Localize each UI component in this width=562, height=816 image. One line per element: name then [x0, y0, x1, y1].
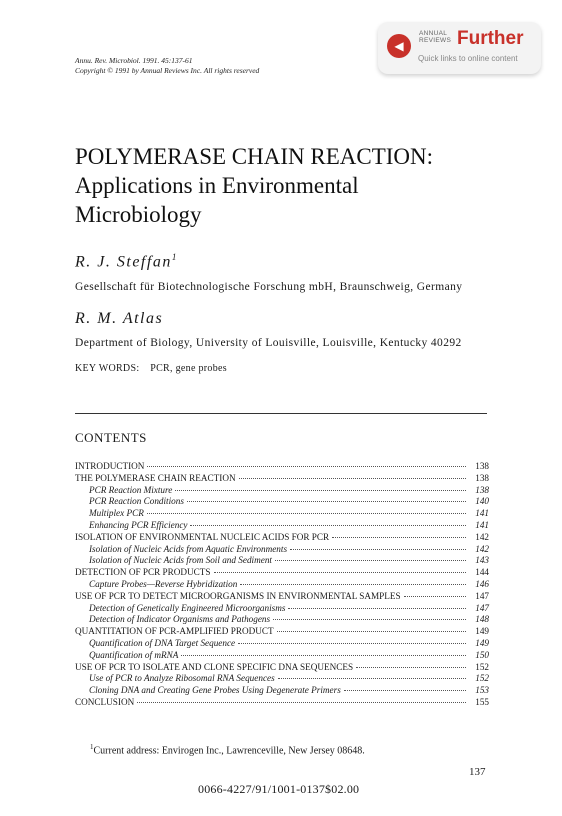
toc-leader-dots	[344, 689, 466, 691]
author-2-affiliation: Department of Biology, University of Louisville, Louisville, Kentucky 40292	[75, 337, 462, 349]
toc-entry-page: 146	[475, 578, 489, 589]
title-line-2: Applications in Environmental	[75, 173, 359, 198]
toc-entry-title: ISOLATION OF ENVIRONMENTAL NUCLEIC ACIDS FOR PCR	[75, 531, 330, 542]
toc-entry-title: Enhancing PCR Efficiency	[89, 519, 188, 530]
toc-entry-page: 138	[475, 484, 489, 495]
contents-heading: CONTENTS	[75, 430, 147, 445]
toc-entry[interactable]	[75, 626, 489, 638]
table-of-contents	[75, 461, 489, 709]
toc-entry-page: 138	[475, 472, 489, 483]
toc-entry-title: PCR Reaction Mixture	[89, 484, 173, 495]
keywords-value: PCR, gene probes	[150, 363, 227, 374]
title-line-1: POLYMERASE CHAIN REACTION:	[75, 144, 434, 169]
toc-entry-title: Quantification of mRNA	[89, 649, 179, 660]
toc-entry[interactable]	[75, 532, 489, 544]
toc-entry-page: 150	[475, 649, 489, 660]
toc-subentry[interactable]	[75, 685, 489, 697]
journal-line-2: Copyright © 1991 by Annual Reviews Inc. All rights reserved	[75, 66, 260, 75]
toc-subentry[interactable]	[75, 496, 489, 508]
toc-entry-title: Capture Probes—Reverse Hybridization	[89, 578, 238, 589]
keywords-label: KEY WORDS:	[75, 363, 140, 374]
toc-entry-page: 141	[475, 519, 489, 530]
toc-entry-title: USE OF PCR TO ISOLATE AND CLONE SPECIFIC DNA SEQUENCES	[75, 661, 354, 672]
toc-leader-dots	[332, 536, 466, 538]
toc-entry-page: 152	[475, 661, 489, 672]
article-title	[75, 142, 433, 229]
toc-leader-dots	[214, 571, 466, 573]
keywords	[75, 363, 227, 374]
toc-entry[interactable]	[75, 591, 489, 603]
toc-leader-dots	[404, 595, 466, 597]
banner-further-label: Further	[457, 28, 524, 49]
toc-entry-page: 147	[475, 602, 489, 613]
toc-leader-dots	[290, 548, 466, 550]
toc-subentry[interactable]	[75, 650, 489, 662]
toc-subentry[interactable]	[75, 579, 489, 591]
toc-leader-dots	[190, 524, 466, 526]
toc-entry-title: USE OF PCR TO DETECT MICROORGANISMS IN ENVIRONMENTAL SAMPLES	[75, 590, 401, 601]
toc-leader-dots	[137, 701, 466, 703]
toc-entry-page: 142	[475, 531, 489, 542]
toc-leader-dots	[278, 677, 466, 679]
toc-entry-title: THE POLYMERASE CHAIN REACTION	[75, 472, 236, 483]
section-divider	[75, 413, 487, 414]
toc-entry-title: INTRODUCTION	[75, 461, 145, 471]
toc-subentry[interactable]	[75, 520, 489, 532]
toc-entry-title: Detection of Genetically Engineered Microorganisms	[89, 602, 286, 613]
toc-entry-page: 153	[475, 685, 489, 696]
author-2-name: R. M. Atlas	[75, 310, 164, 327]
play-icon: ◀	[387, 34, 411, 58]
toc-entry-page: 138	[475, 461, 489, 471]
further-banner[interactable]	[378, 22, 541, 74]
toc-entry-title: QUANTITATION OF PCR-AMPLIFIED PRODUCT	[75, 626, 274, 637]
toc-leader-dots	[147, 512, 466, 514]
toc-entry[interactable]	[75, 567, 489, 579]
toc-leader-dots	[239, 477, 466, 479]
toc-subentry[interactable]	[75, 544, 489, 556]
toc-entry-title: Cloning DNA and Creating Gene Probes Using Degenerate Primers	[89, 685, 341, 696]
toc-leader-dots	[240, 583, 466, 585]
author-1-name: R. J. Steffan	[75, 253, 172, 271]
toc-entry-title: Use of PCR to Analyze Ribosomal RNA Sequences	[89, 673, 275, 684]
banner-brand	[419, 30, 451, 44]
author-1-footnote-mark: 1	[171, 252, 177, 262]
toc-entry-title: DETECTION OF PCR PRODUCTS	[75, 567, 211, 578]
toc-entry-page: 149	[475, 626, 489, 637]
toc-leader-dots	[277, 630, 466, 632]
toc-entry[interactable]	[75, 697, 489, 709]
toc-subentry[interactable]	[75, 673, 489, 685]
banner-brand-line-2: REVIEWS	[419, 37, 452, 44]
banner-brand-line-1: ANNUAL	[419, 30, 448, 37]
article-code: 0066-4227/91/1001-0137$02.00	[198, 782, 360, 796]
toc-subentry[interactable]	[75, 603, 489, 615]
author-2	[75, 310, 163, 328]
title-line-3: Microbiology	[75, 202, 202, 227]
toc-entry-title: Quantification of DNA Target Sequence	[89, 637, 236, 648]
toc-entry-title: CONCLUSION	[75, 696, 135, 707]
toc-entry-title: Isolation of Nucleic Acids from Soil and Sediment	[89, 555, 272, 566]
toc-subentry[interactable]	[75, 508, 489, 520]
toc-entry-page: 141	[475, 508, 489, 519]
banner-subtitle: Quick links to online content	[418, 54, 518, 63]
toc-entry[interactable]	[75, 662, 489, 674]
toc-entry-page: 152	[475, 673, 489, 684]
toc-entry-page: 147	[475, 590, 489, 601]
toc-subentry[interactable]	[75, 485, 489, 497]
toc-subentry[interactable]	[75, 638, 489, 650]
toc-entry[interactable]	[75, 461, 489, 473]
page-number: 137	[469, 766, 486, 778]
toc-leader-dots	[273, 618, 466, 620]
toc-leader-dots	[147, 465, 466, 467]
toc-entry[interactable]	[75, 473, 489, 485]
toc-subentry[interactable]	[75, 555, 489, 567]
toc-entry-title: PCR Reaction Conditions	[89, 496, 184, 507]
toc-leader-dots	[238, 642, 466, 644]
toc-entry-page: 143	[475, 555, 489, 566]
toc-entry-title: Isolation of Nucleic Acids from Aquatic Environments	[89, 543, 288, 554]
toc-entry-title: Detection of Indicator Organisms and Pathogens	[89, 614, 271, 625]
toc-leader-dots	[288, 607, 466, 609]
toc-entry-page: 148	[475, 614, 489, 625]
toc-leader-dots	[181, 654, 466, 656]
footnote-mark: 1	[90, 743, 94, 751]
toc-entry-page: 140	[475, 496, 489, 507]
journal-citation	[75, 56, 259, 76]
toc-entry-page: 155	[475, 696, 489, 707]
toc-entry-title: Multiplex PCR	[89, 508, 144, 519]
toc-leader-dots	[275, 559, 466, 561]
toc-entry-page: 149	[475, 637, 489, 648]
toc-entry-page: 144	[475, 567, 489, 578]
toc-leader-dots	[187, 500, 466, 502]
journal-line-1: Annu. Rev. Microbiol. 1991. 45:137-61	[75, 56, 193, 65]
footnote-text: Current address: Envirogen Inc., Lawrenceville, New Jersey 08648.	[93, 745, 365, 757]
author-1	[75, 252, 176, 271]
toc-leader-dots	[356, 666, 466, 668]
toc-entry-page: 142	[475, 543, 489, 554]
toc-subentry[interactable]	[75, 614, 489, 626]
toc-leader-dots	[175, 489, 466, 491]
author-1-affiliation: Gesellschaft für Biotechnologische Forschung mbH, Braunschweig, Germany	[75, 281, 463, 293]
footnote	[90, 743, 365, 756]
